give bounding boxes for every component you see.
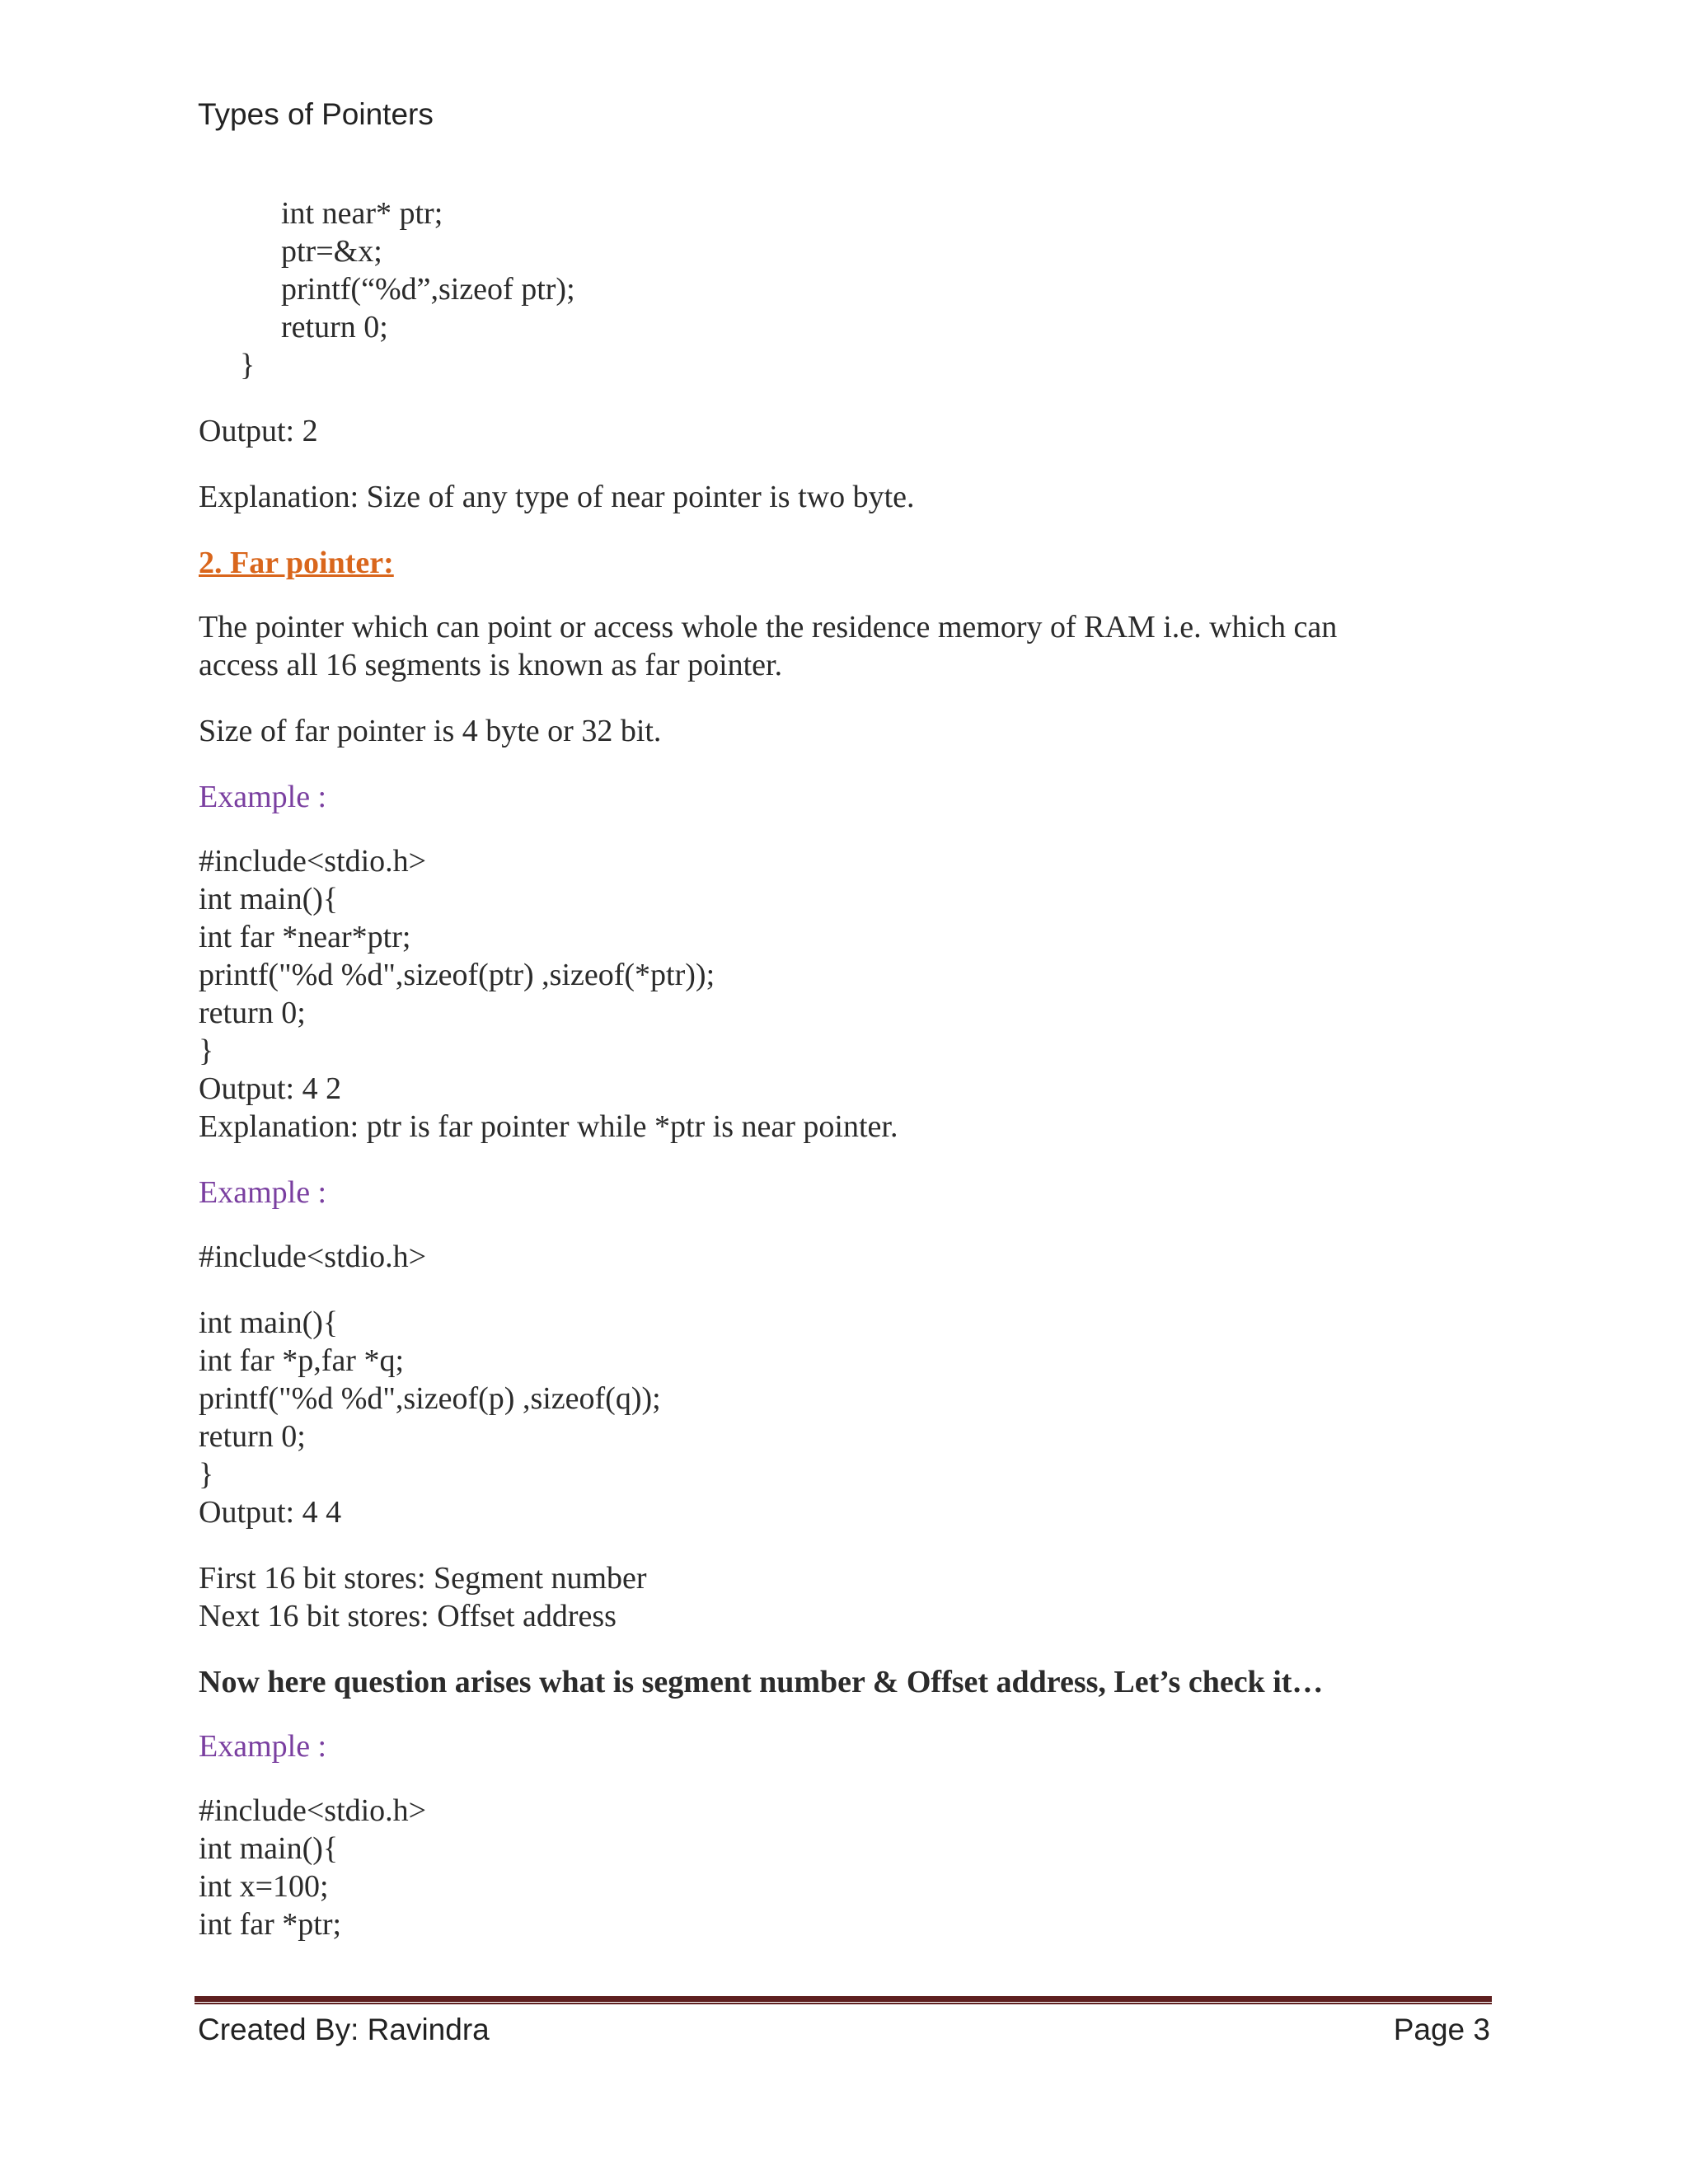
code-line: printf(“%d”,sizeof ptr); [281, 272, 575, 307]
code-line: printf("%d %d",sizeof(p) ,sizeof(q)); [199, 1381, 661, 1416]
document-body [199, 194, 1501, 1971]
example-label: Example : [199, 1729, 327, 1764]
code-line: } [199, 1033, 214, 1068]
code-line: } [199, 1457, 214, 1492]
code-line: return 0; [281, 310, 388, 344]
example3-code [199, 1792, 1501, 1943]
code-line: #include<stdio.h> [199, 844, 427, 879]
code-line: int far *ptr; [199, 1907, 342, 1942]
code-line: printf("%d %d",sizeof(ptr) ,sizeof(*ptr)); [199, 958, 715, 992]
far-pointer-size: Size of far pointer is 4 byte or 32 bit. [199, 714, 662, 748]
example2-code [199, 1304, 1501, 1531]
code-line: #include<stdio.h> [199, 1793, 427, 1828]
code-line: int x=100; [199, 1869, 329, 1904]
code-line: return 0; [199, 996, 306, 1030]
explanation-line: Explanation: ptr is far pointer while *ptr is near pointer. [199, 1109, 898, 1144]
footer-author: Created By: Ravindra [198, 2013, 490, 2046]
far-pointer-description [199, 608, 1501, 684]
bit-layout [199, 1559, 1501, 1635]
footer-page-number: Page 3 [1393, 2013, 1490, 2046]
code-line: int main(){ [199, 1305, 339, 1340]
near-explanation: Explanation: Size of any type of near pointer is two byte. [199, 480, 915, 514]
example2-include: #include<stdio.h> [199, 1240, 427, 1274]
description-line: The pointer which can point or access whole the residence memory of RAM i.e. which can [199, 610, 1338, 644]
near-output: Output: 2 [199, 414, 318, 448]
question-paragraph: Now here question arises what is segment number & Offset address, Let’s check it… [199, 1665, 1324, 1699]
output-line: Output: 4 4 [199, 1495, 342, 1530]
description-line: access all 16 segments is known as far pointer. [199, 648, 783, 682]
code-line: } [240, 348, 256, 382]
offset-bits-line: Next 16 bit stores: Offset address [199, 1599, 617, 1633]
near-code-tail [199, 194, 1501, 384]
example1-code [199, 842, 1501, 1146]
code-line: ptr=&x; [281, 234, 382, 269]
page-header-title: Types of Pointers [198, 97, 434, 131]
output-line: Output: 4 2 [199, 1071, 342, 1106]
code-line: int main(){ [199, 1831, 339, 1866]
example-label: Example : [199, 1175, 327, 1210]
code-line: int far *p,far *q; [199, 1343, 405, 1378]
code-line: int far *near*ptr; [199, 920, 411, 954]
footer-divider [195, 1996, 1492, 2004]
example-label: Example : [199, 780, 327, 814]
code-line: int near* ptr; [281, 196, 443, 231]
segment-bits-line: First 16 bit stores: Segment number [199, 1561, 647, 1596]
far-pointer-heading: 2. Far pointer: [199, 546, 394, 580]
code-line: int main(){ [199, 882, 339, 916]
code-line: return 0; [199, 1419, 306, 1454]
